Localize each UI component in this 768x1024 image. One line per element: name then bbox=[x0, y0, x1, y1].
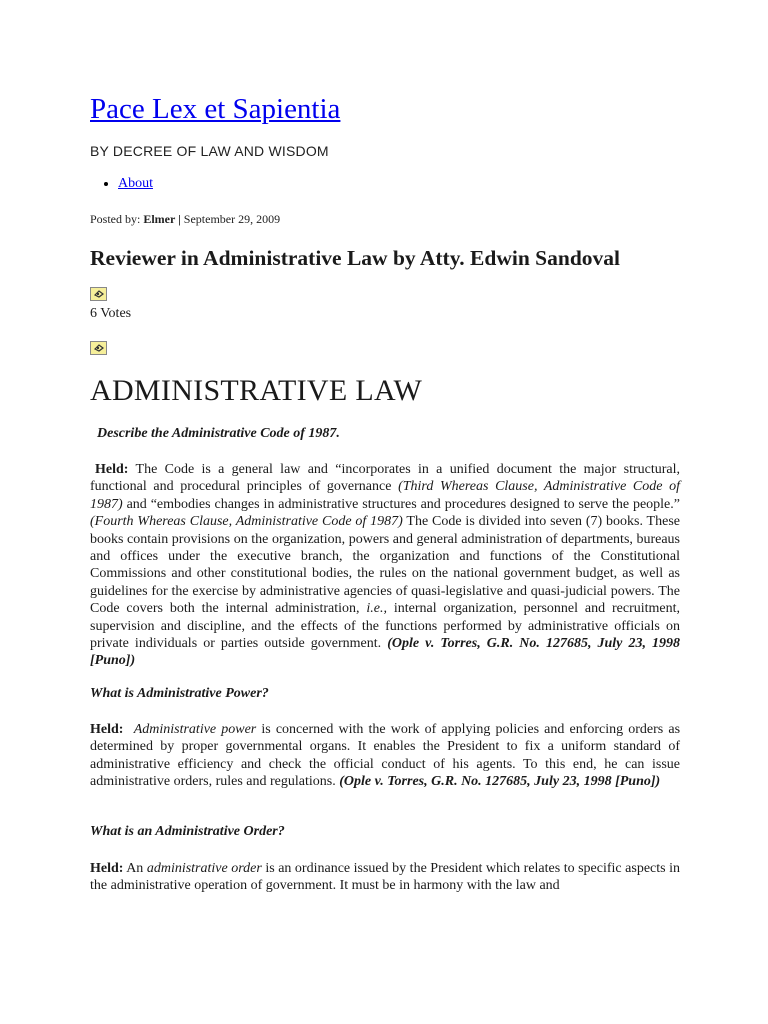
answer-text: is concerned with the work of applying policies and enforcing orders as determined by proper governmental organs. It enables the President to fix a uniform standard of administrative efficiency and check the official conduct of his agents. To this end, he can issue administrative orders, rules and regulations. bbox=[90, 722, 681, 790]
question-2: What is Administrative Power? bbox=[90, 686, 269, 701]
answer-2 bbox=[90, 721, 680, 791]
meta-separator: | bbox=[175, 212, 184, 226]
answer-text: internal organization, personnel and recruitment, supervision and discipline, and the effects of the functions performed by administrative officials on private individuals or parties outside government. bbox=[90, 601, 681, 652]
answer-text: The Code is divided into seven (7) books. These books contain provisions on the organization, powers and general administration of departments, bureaus and offices under the executive branch, the organization and functions of the Constitutional Commissions and other constitutional bodies, the rules on the national government budget, as well as guidelines for the exercise by administrative agencies of quasi-legislative and quasi-judicial powers. The Code covers both the internal administration, bbox=[90, 514, 680, 617]
answer-text: An bbox=[123, 861, 147, 876]
answer-text: The Code is a general law and “incorporates in a unified document the major structural, functional and procedural principles of governance bbox=[90, 462, 680, 495]
post-author: Elmer bbox=[143, 212, 176, 226]
rating-icon[interactable] bbox=[90, 287, 107, 301]
question-1: Describe the Administrative Code of 1987. bbox=[97, 426, 340, 441]
question-3: What is an Administrative Order? bbox=[90, 824, 285, 839]
answer-text: is an ordinance issued by the President which relates to specific aspects in the administrative operation of government. It must be in harmony with the law and bbox=[90, 861, 680, 894]
nav-item-about bbox=[118, 176, 153, 192]
answer-italic: (Fourth Whereas Clause, Administrative Code of 1987) bbox=[90, 514, 403, 530]
nav-menu bbox=[118, 176, 153, 192]
post-date: September 29, 2009 bbox=[183, 212, 281, 226]
held-label: Held: bbox=[90, 722, 124, 737]
site-tagline: BY DECREE OF LAW AND WISDOM bbox=[90, 143, 329, 159]
article-heading: ADMINISTRATIVE LAW bbox=[90, 374, 423, 407]
rating-icon[interactable] bbox=[90, 341, 107, 355]
answer-italic: Administrative power bbox=[133, 722, 257, 737]
case-citation: (Ople v. Torres, G.R. No. 127685, July 23, 1998 [Puno]) bbox=[339, 774, 661, 790]
held-label: Held: bbox=[90, 861, 124, 876]
post-title: Reviewer in Administrative Law by Atty. Edwin Sandoval bbox=[90, 246, 620, 270]
answer-italic: administrative order bbox=[146, 861, 262, 876]
answer-italic: (Third Whereas Clause, Administrative Code of 1987) bbox=[90, 479, 681, 512]
answer-italic: i.e., bbox=[366, 601, 388, 617]
answer-3 bbox=[90, 860, 680, 895]
posted-by-label: Posted by: bbox=[90, 212, 141, 226]
post-meta bbox=[90, 212, 280, 227]
answer-1 bbox=[90, 461, 680, 670]
vote-count: 6 Votes bbox=[90, 306, 132, 321]
case-citation: (Ople v. Torres, G.R. No. 127685, July 23, 1998 [Puno]) bbox=[90, 636, 680, 669]
held-label: Held: bbox=[95, 462, 129, 477]
answer-text: and “embodies changes in administrative structures and procedures designed to serve the people.” bbox=[122, 496, 680, 512]
about-link[interactable]: About bbox=[118, 176, 153, 191]
site-title-link[interactable]: Pace Lex et Sapientia bbox=[90, 93, 341, 125]
